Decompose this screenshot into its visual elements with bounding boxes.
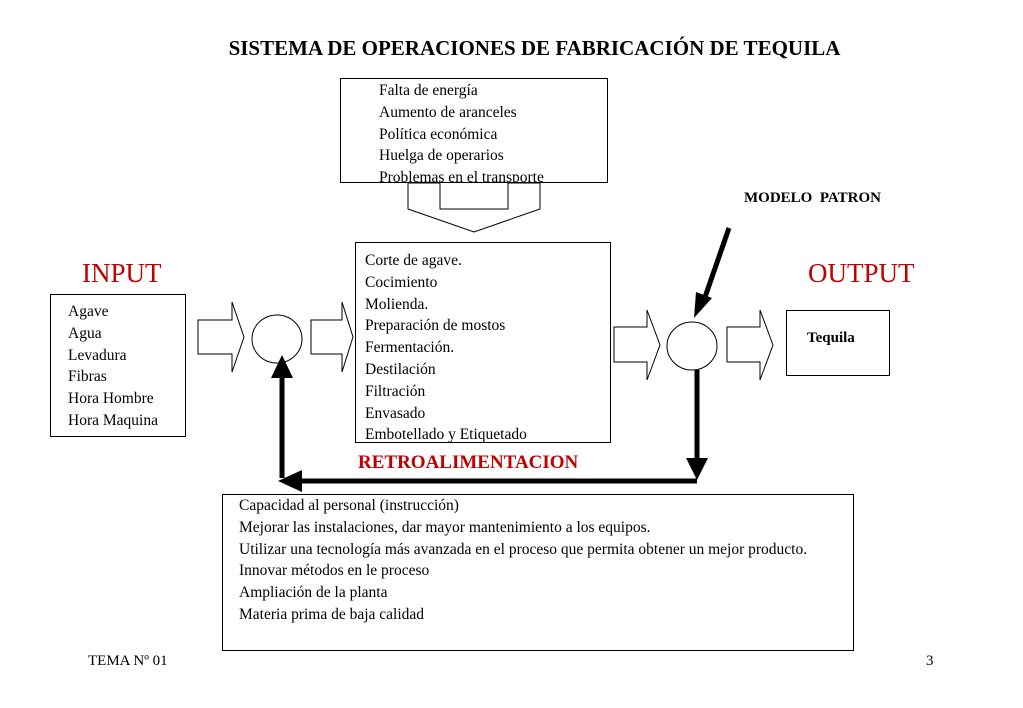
flow-arrow-input (198, 302, 244, 372)
feedback-label: RETROALIMENTACION (358, 452, 579, 473)
output-comparator-circle (667, 322, 717, 370)
list-item: Preparación de mostos (365, 317, 506, 335)
list-item: Falta de energía (379, 82, 478, 99)
list-item: Fibras (68, 368, 107, 386)
list-item: Fermentación. (365, 339, 455, 357)
flow-arrow-to-output (727, 310, 773, 380)
list-item: Innovar métodos en le proceso (239, 562, 430, 580)
list-item: Agua (68, 324, 102, 342)
list-item: Capacidad al personal (instrucción) (239, 497, 459, 514)
flow-arrow-from-process (614, 310, 660, 380)
list-item: Levadura (68, 346, 127, 364)
list-item: Hora Maquina (68, 411, 158, 429)
list-item: Utilizar una tecnología más avanzada en el proceso que permita obtener un mejor producto. (239, 540, 808, 558)
list-item: Envasado (365, 404, 426, 422)
disturbance-arrow (408, 183, 540, 232)
list-item: Destilación (365, 360, 436, 378)
footer-left: TEMA Nº 01 (88, 653, 168, 669)
list-item: Filtración (365, 382, 426, 400)
list-item: Agave (68, 303, 109, 320)
list-item: Huelga de operarios (379, 147, 504, 165)
list-item: Hora Hombre (68, 390, 154, 408)
list-item: Problemas en el transporte (379, 169, 544, 187)
list-item: Molienda. (365, 295, 429, 313)
list-item: Corte de agave. (365, 252, 462, 269)
output-label: OUTPUT (808, 258, 915, 288)
model-arrow-shaft (704, 228, 729, 300)
input-label: INPUT (82, 258, 162, 288)
output-item: Tequila (807, 330, 855, 346)
input-comparator-circle (252, 315, 302, 363)
list-item: Materia prima de baja calidad (239, 605, 425, 623)
list-item: Ampliación de la planta (239, 584, 388, 602)
footer-page-number: 3 (926, 653, 934, 669)
feedback-arrow-head-down (686, 458, 708, 480)
list-item: Política económica (379, 125, 498, 143)
model-label: MODELO PATRON (744, 190, 881, 206)
list-item: Embotellado y Etiquetado (365, 426, 527, 444)
flow-arrow-to-process (311, 302, 353, 372)
list-item: Cocimiento (365, 273, 438, 291)
model-arrow-head (694, 292, 712, 318)
page-title: SISTEMA DE OPERACIONES DE FABRICACIÓN DE TEQUILA (228, 36, 841, 60)
list-item: Aumento de aranceles (379, 103, 517, 121)
list-item: Mejorar las instalaciones, dar mayor mantenimiento a los equipos. (239, 518, 651, 536)
